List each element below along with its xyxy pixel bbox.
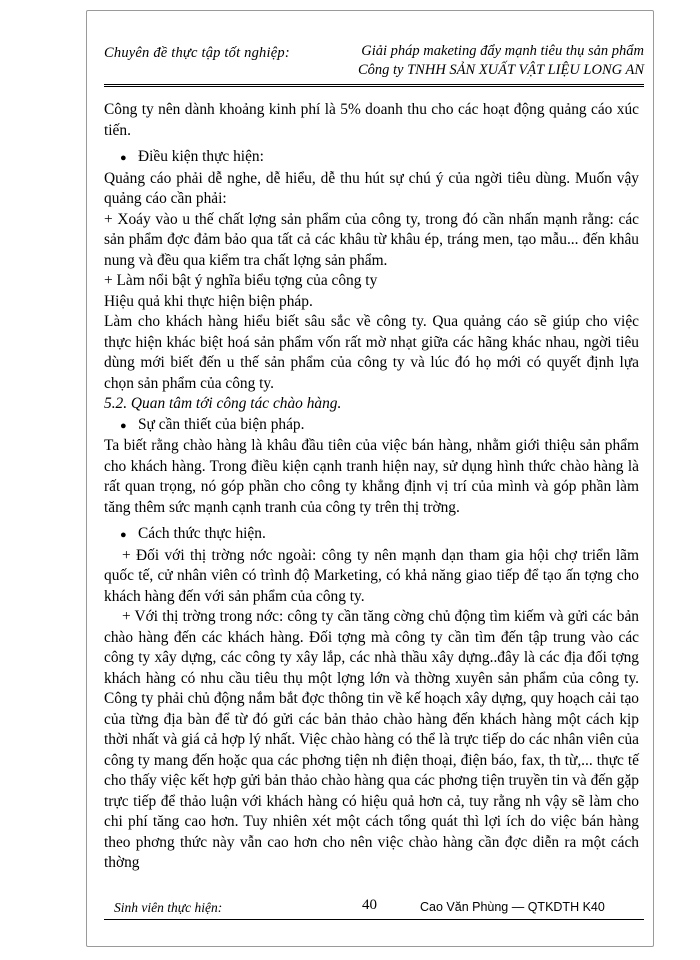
paragraph: + Đối với thị trờng nớc ngoài: công ty nên mạnh dạn tham gia hội chợ triển lãm quốc tế, cử nhân viên có trình độ Marketing, có khả năng giao tiếp để tạo ấn tợng cho khách hàng đến với sản phẩm của công ty. — [104, 546, 639, 605]
bullet-text: Điều kiện thực hiện: — [138, 148, 264, 165]
bullet-item — [104, 147, 639, 169]
header-right-block — [358, 42, 644, 80]
paragraph: + Làm nổi bật ý nghĩa biểu tợng của công ty — [104, 272, 378, 289]
bullet-icon: ● — [120, 152, 127, 164]
paragraph: + Xoáy vào u thế chất lợng sản phẩm của công ty, trong đó cần nhấn mạnh rằng: các sản phẩm đợc đảm bảo qua tất cả các khâu từ khâu ép, tráng men, tạo mẫu... đến khâu nung và đều qua kiểm tra chất lợng sản phẩm. — [104, 210, 639, 269]
page-footer — [104, 897, 644, 920]
paragraph: Công ty nên dành khoảng kinh phí là 5% doanh thu cho các hoạt động quảng cáo xúc tiến. — [104, 101, 639, 139]
bullet-icon: ● — [120, 529, 127, 541]
paragraph: + Với thị trờng trong nớc: công ty cần tăng cờng chủ động tìm kiếm và gửi các bản chào hàng đến các khách hàng. Đối tợng mà công ty cần tìm đến tập trung vào các công ty xây dựng, các công ty xây lắp, các nhà thầu xây dựng..đây là các địa đối tợng khách hàng có nhu cầu tiêu thụ một lợng lớn và thờng xuyên sản phẩm của công ty. Công ty phải chủ động nắm bắt đợc thông tin về kế hoạch xây dựng, quy hoạch cải tạo của từng địa bàn để từ đó gửi các bản thảo chào hàng đến khách hàng một cách kịp thời nhất và giá cả hợp lý nhất. Việc chào hàng có thể là trực tiếp do các nhân viên của công ty mang đến hoặc qua các phơng tiện nh điện thoại, điện báo, fax, th từ,... thực tế cho thấy việc kết hợp gửi bản thảo chào hàng qua các phơng tiện truyền tin và đến gặp trực tiếp để thảo luận với khách hàng có hiệu quả hơn cả, tuy rằng nh vậy sẽ làm cho chi phí tăng cao hơn. Tuy nhiên xét một cách tổng quát thì lợi ích do việc bán hàng theo phơng thức này vẫn cao hơn cho nên việc chào hàng cần đợc diễn ra một cách thờng — [104, 608, 639, 871]
header-left-text: Chuyên đề thực tập tốt nghiệp: — [104, 45, 290, 61]
paragraph: Hiệu quả khi thực hiện biện pháp. — [104, 292, 313, 310]
paragraph: Quảng cáo phải dễ nghe, dễ hiểu, dễ thu hút sự chú ý của ngời tiêu dùng. Muốn vậy quảng cáo cần phải: — [104, 169, 639, 207]
footer-student-label: Sinh viên thực hiện: — [114, 900, 223, 915]
page-header — [104, 42, 644, 82]
paragraph: Làm cho khách hàng hiểu biết sâu sắc về công ty. Qua quảng cáo sẽ giúp cho việc thực hiện khác biệt hoá sản phẩm vốn rất mờ nhạt giữa các hãng khác nhau, ngời tiêu dùng mới biết đến u thế sản phẩm của công ty và lúc đó họ mới có quyết định lựa chọn sản phẩm của công ty. — [104, 313, 639, 392]
page-number: 40 — [362, 897, 377, 913]
section-heading: 5.2. Quan tâm tới công tác chào hàng. — [104, 395, 342, 412]
document-body — [104, 100, 639, 874]
bullet-item — [104, 415, 639, 437]
paragraph: Ta biết rằng chào hàng là khâu đầu tiên của việc bán hàng, nhằm giới thiệu sản phẩm cho khách hàng. Trong điều kiện cạnh tranh hiện nay, sử dụng hình thức chào hàng là rất quan trọng, nó góp phần cho công ty khẳng định vị trí của mình và góp phần làm tăng thêm sức mạnh cạnh tranh của công ty trên thị trờng. — [104, 437, 639, 516]
bullet-icon: ● — [120, 419, 127, 432]
bullet-text: Sự cần thiết của biện pháp. — [138, 415, 305, 433]
bullet-text: Cách thức thực hiện. — [138, 525, 266, 542]
bullet-item — [104, 524, 639, 546]
footer-author: Cao Văn Phùng — QTKDTH K40 — [420, 900, 605, 914]
header-company-line: Công ty TNHH SẢN XUẤT VẬT LIỆU LONG AN — [357, 62, 644, 78]
header-rule — [104, 84, 644, 87]
header-title-line: Giải pháp maketing đẩy mạnh tiêu thụ sản phẩm — [361, 43, 644, 59]
